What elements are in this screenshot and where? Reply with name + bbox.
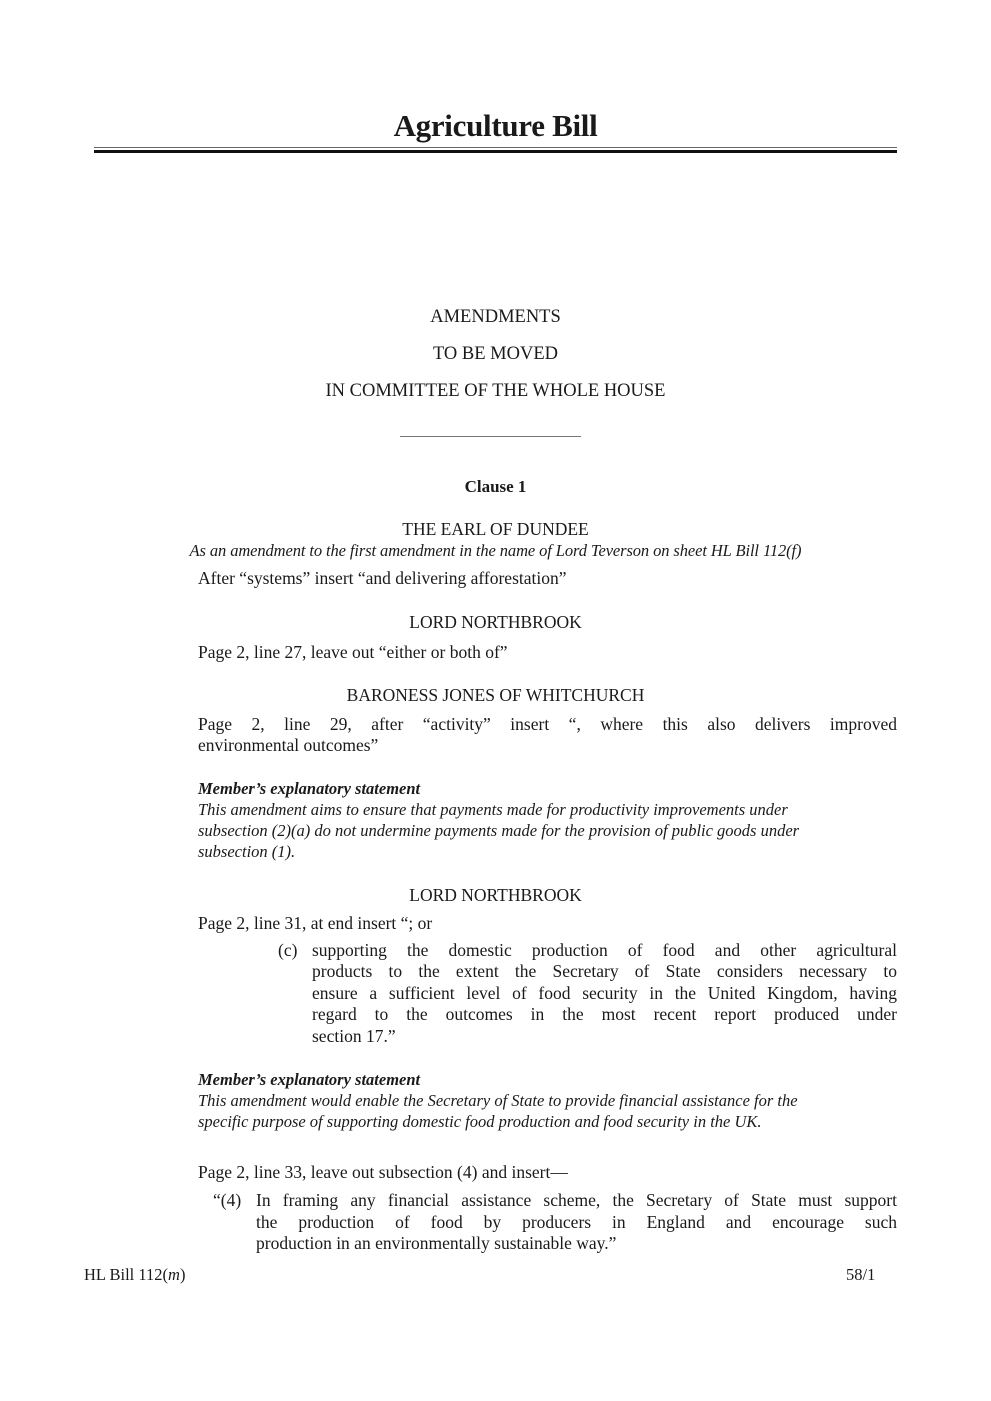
member-name: LORD NORTHBROOK [409,885,582,905]
explanatory-statement-line: This amendment would enable the Secretary of State to provide financial assistance for the [198,1091,798,1110]
subsection-line: the production of food by producers in England and encourage such [256,1212,897,1232]
member-name: LORD NORTHBROOK [409,612,582,632]
bill-reference-letter: m [168,1265,180,1284]
bill-reference [84,1265,185,1285]
subsection-label: “(4) [213,1190,242,1210]
amendment-text-line: environmental outcomes” [198,735,379,755]
subsection-line: In framing any financial assistance scheme, the Secretary of State must support [256,1190,897,1210]
amendment-note: As an amendment to the first amendment in the name of Lord Teverson on sheet HL Bill 112(f) [189,541,802,560]
subparagraph-line: regard to the outcomes in the most recent report produced under [312,1004,897,1024]
section-divider [400,436,581,437]
amendment-text: Page 2, line 31, at end insert “; or [198,913,433,933]
explanatory-statement-heading: Member’s explanatory statement [198,1070,421,1089]
title-rule-thin [94,147,897,148]
explanatory-statement-line: This amendment aims to ensure that payments made for productivity improvements under [198,800,788,819]
title-rule-thick [94,150,897,153]
page-reference: 58/1 [846,1265,876,1284]
bill-title: Agriculture Bill [393,108,598,143]
explanatory-statement-line: subsection (1). [198,842,296,861]
member-name: THE EARL OF DUNDEE [402,519,589,539]
heading-amendments: AMENDMENTS [430,307,561,327]
bill-reference-suffix: ) [179,1265,186,1284]
bill-reference-prefix: HL Bill 112( [84,1265,169,1284]
amendment-text: Page 2, line 33, leave out subsection (4) and insert— [198,1162,568,1182]
subparagraph-label: (c) [278,940,298,960]
explanatory-statement-heading: Member’s explanatory statement [198,779,421,798]
amendment-text: After “systems” insert “and delivering afforestation” [198,568,567,588]
heading-committee: IN COMMITTEE OF THE WHOLE HOUSE [325,381,666,401]
subparagraph-line: ensure a sufficient level of food security in the United Kingdom, having [312,983,897,1003]
subsection-line: production in an environmentally sustainable way.” [256,1233,617,1253]
subparagraph-line: products to the extent the Secretary of State considers necessary to [312,961,897,981]
amendment-text: Page 2, line 27, leave out “either or both of” [198,642,508,662]
clause-heading: Clause 1 [464,477,527,496]
heading-to-be-moved: TO BE MOVED [432,344,559,364]
subparagraph-line: section 17.” [312,1026,396,1046]
amendment-text-line: Page 2, line 29, after “activity” insert “, where this also delivers improved [198,714,897,734]
member-name: BARONESS JONES OF WHITCHURCH [346,685,645,705]
subparagraph-line: supporting the domestic production of food and other agricultural [312,940,897,960]
explanatory-statement-line: specific purpose of supporting domestic food production and food security in the UK. [198,1112,762,1131]
explanatory-statement-line: subsection (2)(a) do not undermine payments made for the provision of public goods under [198,821,800,840]
